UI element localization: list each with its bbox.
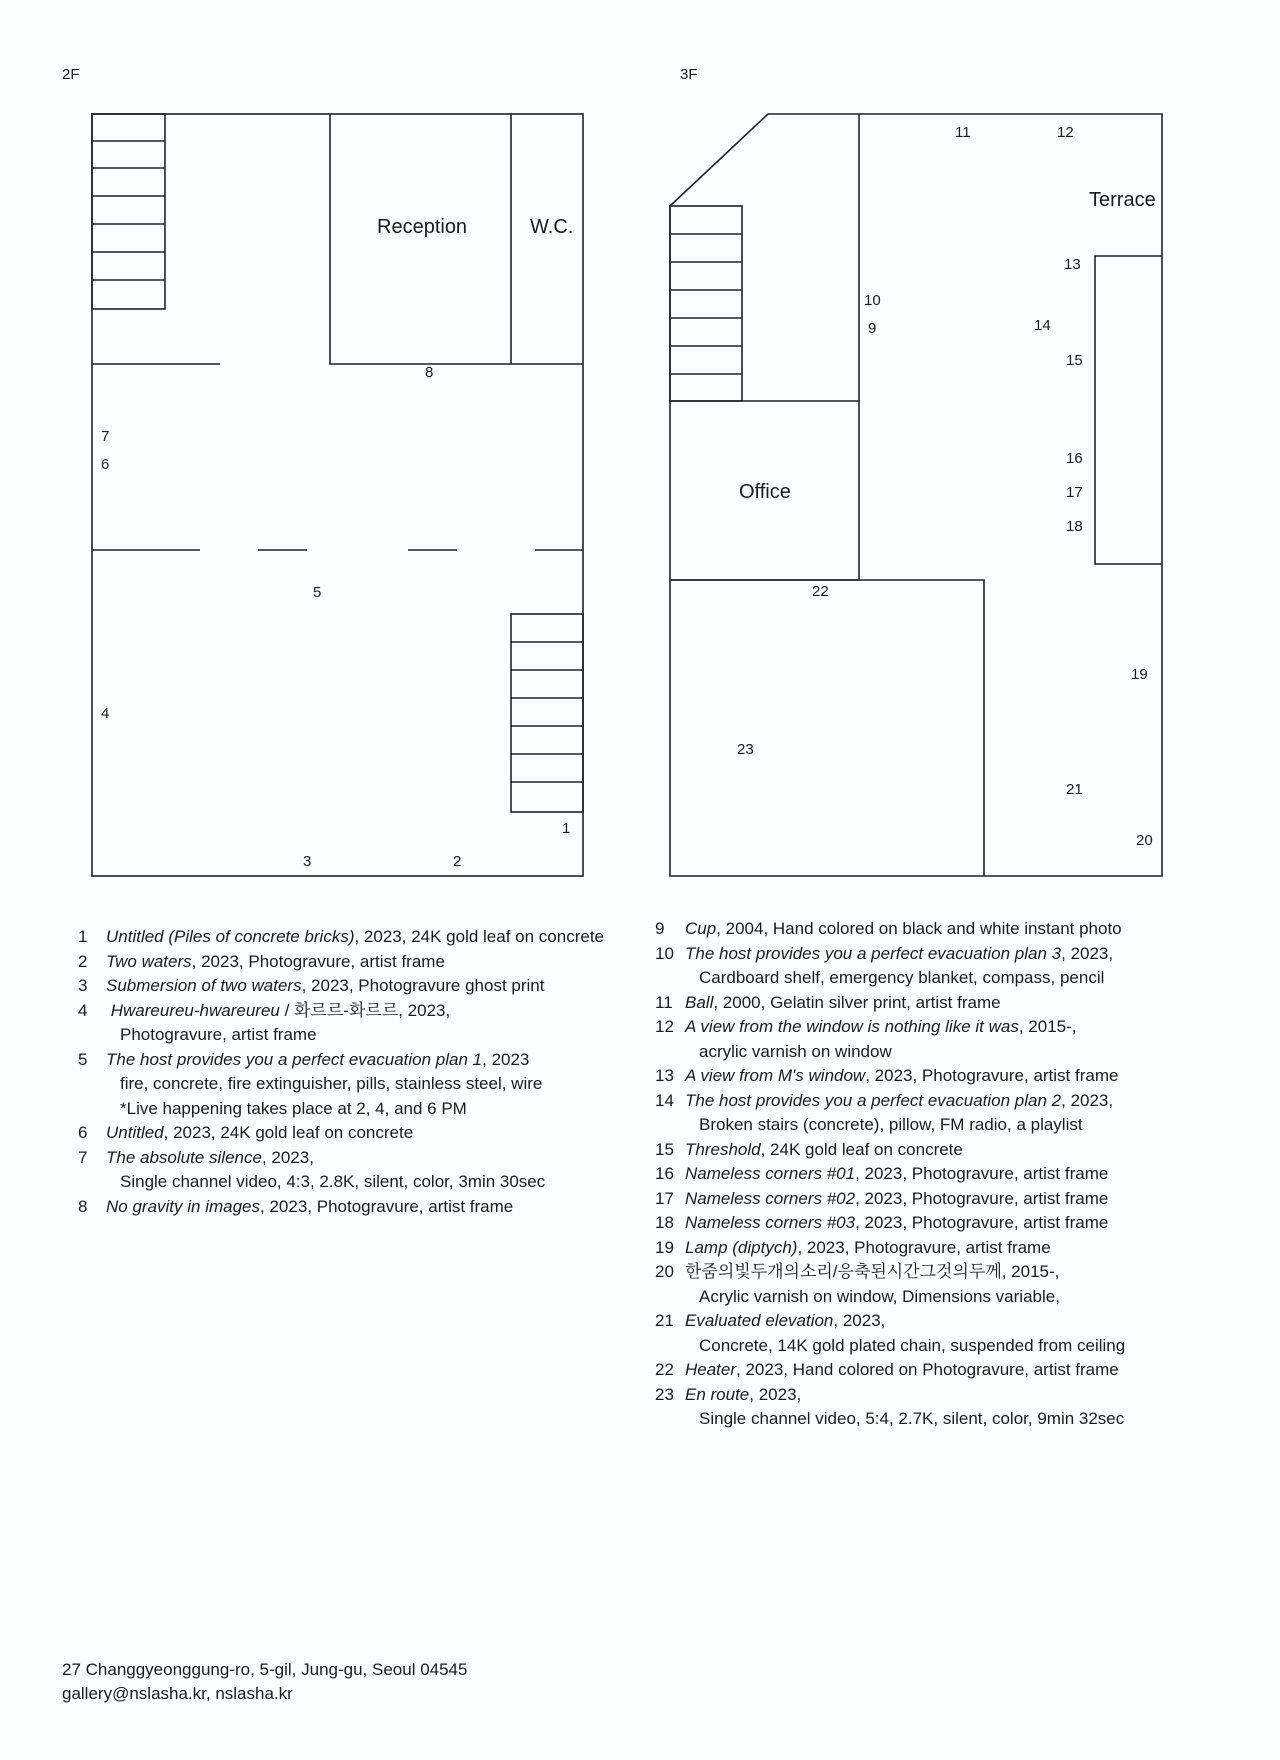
- legend-item: [78, 1195, 638, 1220]
- legend-details: / 화르르-화르르, 2023,: [279, 1000, 451, 1020]
- room-label-wc: W.C.: [530, 216, 574, 238]
- legend-item: [655, 1187, 1255, 1212]
- legend-2f: [78, 925, 638, 1219]
- legend-details-line2: Photogravure, artist frame: [120, 1025, 317, 1044]
- legend-details-line3: *Live happening takes place at 2, 4, and 6 PM: [120, 1098, 467, 1118]
- legend-details: , 2023, Photogravure, artist frame: [855, 1164, 1109, 1183]
- legend-number: 5: [78, 1049, 88, 1069]
- legend-details: , 24K gold leaf on concrete: [760, 1139, 963, 1159]
- legend-item: [78, 950, 638, 975]
- legend-title: The host provides you a perfect evacuation plan 1: [106, 1049, 483, 1069]
- marker-13: 13: [1064, 256, 1081, 273]
- legend-item: [78, 974, 638, 999]
- legend-item: [78, 1121, 638, 1146]
- legend-details: , 2023, Photogravure, artist frame: [260, 1196, 514, 1216]
- marker-12: 12: [1057, 124, 1074, 141]
- legend-details-line2: fire, concrete, fire extinguisher, pills, stainless steel, wire: [120, 1074, 543, 1093]
- legend-title: Untitled (Piles of concrete bricks): [106, 927, 355, 946]
- legend-item: [655, 942, 1255, 991]
- legend-details: , 2004, Hand colored on black and white instant photo: [716, 919, 1122, 938]
- room-label-office: Office: [739, 481, 791, 503]
- legend-number: 18: [655, 1213, 674, 1232]
- 2f-stair-top-left-treads: [92, 141, 165, 280]
- legend-item: [655, 1309, 1255, 1358]
- legend-number: 11: [655, 992, 673, 1012]
- legend-item: [78, 925, 638, 950]
- marker-5: 5: [313, 584, 322, 601]
- 3f-stair: [670, 206, 742, 401]
- 3f-room-wall: [670, 580, 984, 876]
- marker-6: 6: [101, 456, 110, 473]
- legend-item: [655, 1064, 1255, 1089]
- legend-details-line2: Cardboard shelf, emergency blanket, compass, pencil: [699, 968, 1105, 987]
- legend-details: , 2023, Photogravure, artist frame: [855, 1213, 1109, 1232]
- marker-21: 21: [1066, 781, 1083, 798]
- legend-details: , 2023, Photogravure, artist frame: [865, 1066, 1119, 1085]
- marker-19: 19: [1131, 666, 1148, 683]
- legend-details: , 2023, Photogravure ghost print: [301, 976, 545, 995]
- legend-details: , 2023,: [1061, 1090, 1114, 1110]
- legend-title: Submersion of two waters: [106, 976, 302, 995]
- legend-details: , 2023, Photogravure, artist frame: [191, 951, 445, 971]
- legend-title: Nameless corners #03: [685, 1213, 856, 1232]
- legend-item: [655, 1089, 1255, 1138]
- legend-details: , 2023,: [749, 1384, 802, 1404]
- legend-details: , 2000, Gelatin silver print, artist frame: [713, 992, 1001, 1012]
- room-label-reception: Reception: [377, 216, 468, 238]
- legend-title: The host provides you a perfect evacuation plan 2: [685, 1090, 1062, 1110]
- legend-number: 7: [78, 1147, 88, 1167]
- legend-details-line2: Broken stairs (concrete), pillow, FM radio, a playlist: [699, 1115, 1083, 1134]
- legend-item: [655, 1236, 1255, 1261]
- legend-title: En route: [685, 1384, 750, 1404]
- marker-4: 4: [101, 705, 110, 722]
- legend-number: 2: [78, 951, 88, 971]
- marker-15: 15: [1066, 352, 1083, 369]
- legend-item: [655, 1211, 1255, 1236]
- legend-details-line2: Single channel video, 5:4, 2.7K, silent, color, 9min 32sec: [699, 1409, 1125, 1428]
- legend-number: 23: [655, 1384, 674, 1404]
- marker-7: 7: [101, 428, 110, 445]
- 2f-stair-bottom-right-treads: [511, 642, 583, 782]
- legend-title: A view from M's window: [685, 1066, 866, 1085]
- legend-number: 10: [655, 943, 674, 963]
- legend-title: Two waters: [106, 951, 192, 971]
- legend-number: 12: [655, 1017, 674, 1036]
- legend-details-line2: Concrete, 14K gold plated chain, suspended from ceiling: [699, 1335, 1126, 1355]
- legend-3f: [655, 917, 1255, 1432]
- legend-title: Untitled: [106, 1123, 164, 1142]
- 2f-reception-wall: [330, 114, 583, 364]
- legend-number: 6: [78, 1123, 88, 1142]
- legend-number: 19: [655, 1237, 674, 1257]
- legend-title: Threshold: [685, 1139, 761, 1159]
- floor-label-2f: 2F: [62, 66, 80, 83]
- legend-number: 14: [655, 1090, 674, 1110]
- floor-label-3f: 3F: [680, 66, 698, 83]
- legend-number: 22: [655, 1360, 674, 1379]
- legend-details: , 2023,: [261, 1147, 314, 1167]
- legend-number: 13: [655, 1066, 674, 1085]
- 3f-terrace-wall: [1095, 256, 1162, 564]
- legend-details-line2: Acrylic varnish on window, Dimensions variable,: [699, 1286, 1060, 1306]
- legend-item: [655, 1015, 1255, 1064]
- marker-23: 23: [737, 741, 754, 758]
- marker-20: 20: [1136, 832, 1153, 849]
- legend-number: 20: [655, 1262, 674, 1281]
- legend-details: , 2023,: [1061, 943, 1114, 963]
- legend-details: , 2023, Photogravure, artist frame: [855, 1188, 1109, 1208]
- legend-details: , 2015-,: [1018, 1017, 1077, 1036]
- marker-1: 1: [562, 820, 571, 837]
- marker-18: 18: [1066, 518, 1083, 535]
- legend-item: [655, 1162, 1255, 1187]
- legend-item: [655, 1358, 1255, 1383]
- legend-title: Nameless corners #02: [685, 1188, 856, 1208]
- legend-title: Ball: [685, 992, 714, 1012]
- marker-2: 2: [453, 853, 462, 870]
- footer: [62, 1658, 467, 1706]
- legend-details: , 2023: [482, 1049, 530, 1069]
- legend-number: 8: [78, 1196, 88, 1216]
- 3f-stair-treads: [670, 234, 742, 374]
- legend-item: [78, 999, 638, 1048]
- legend-title: The absolute silence: [106, 1147, 262, 1167]
- marker-8: 8: [425, 364, 434, 381]
- legend-details: , 2023, Photogravure, artist frame: [797, 1237, 1051, 1257]
- legend-item: [78, 1048, 638, 1122]
- legend-item: [78, 1146, 638, 1195]
- legend-details-line2: Single channel video, 4:3, 2.8K, silent, color, 3min 30sec: [120, 1172, 546, 1191]
- legend-title: Evaluated elevation: [685, 1311, 834, 1330]
- footer-contact[interactable]: gallery@nslasha.kr, nslasha.kr: [62, 1684, 293, 1703]
- legend-number: 4: [78, 1000, 88, 1020]
- legend-details: , 2023, 24K gold leaf on concrete: [354, 927, 604, 946]
- legend-details: , 2023, 24K gold leaf on concrete: [163, 1123, 414, 1142]
- legend-number: 9: [655, 919, 665, 938]
- legend-title: The host provides you a perfect evacuation plan 3: [685, 943, 1062, 963]
- legend-details: , 2023, Hand colored on Photogravure, artist frame: [736, 1360, 1119, 1379]
- legend-title: Nameless corners #01: [685, 1164, 856, 1183]
- marker-16: 16: [1066, 450, 1083, 467]
- legend-title: Heater: [685, 1360, 737, 1379]
- legend-number: 1: [78, 927, 88, 946]
- legend-title: Hwareureu-hwareureu: [110, 1000, 280, 1020]
- marker-9: 9: [868, 320, 877, 337]
- marker-14: 14: [1034, 317, 1051, 334]
- legend-details: 한줌의빛두개의소리/응축된시간그것의두께, 2015-,: [685, 1262, 1060, 1281]
- legend-item: [655, 1383, 1255, 1432]
- footer-address: 27 Changgyeonggung-ro, 5-gil, Jung-gu, Seoul 04545: [62, 1660, 468, 1679]
- legend-item: [655, 1138, 1255, 1163]
- legend-number: 17: [655, 1188, 674, 1208]
- marker-10: 10: [864, 292, 881, 309]
- legend-title: A view from the window is nothing like it was: [685, 1017, 1019, 1036]
- legend-title: No gravity in images: [106, 1196, 261, 1216]
- legend-number: 16: [655, 1164, 674, 1183]
- legend-item: [655, 917, 1255, 942]
- marker-11: 11: [955, 124, 971, 141]
- legend-title: Lamp (diptych): [685, 1237, 798, 1257]
- legend-title: Cup: [685, 919, 717, 938]
- legend-item: [655, 1260, 1255, 1309]
- legend-details: , 2023,: [833, 1311, 886, 1330]
- room-label-terrace: Terrace: [1089, 189, 1156, 211]
- legend-number: 21: [655, 1311, 674, 1330]
- legend-details-line2: acrylic varnish on window: [699, 1041, 892, 1061]
- legend-number: 3: [78, 976, 88, 995]
- marker-22: 22: [812, 583, 829, 600]
- legend-number: 15: [655, 1139, 674, 1159]
- marker-3: 3: [303, 853, 312, 870]
- legend-item: [655, 991, 1255, 1016]
- marker-17: 17: [1066, 484, 1083, 501]
